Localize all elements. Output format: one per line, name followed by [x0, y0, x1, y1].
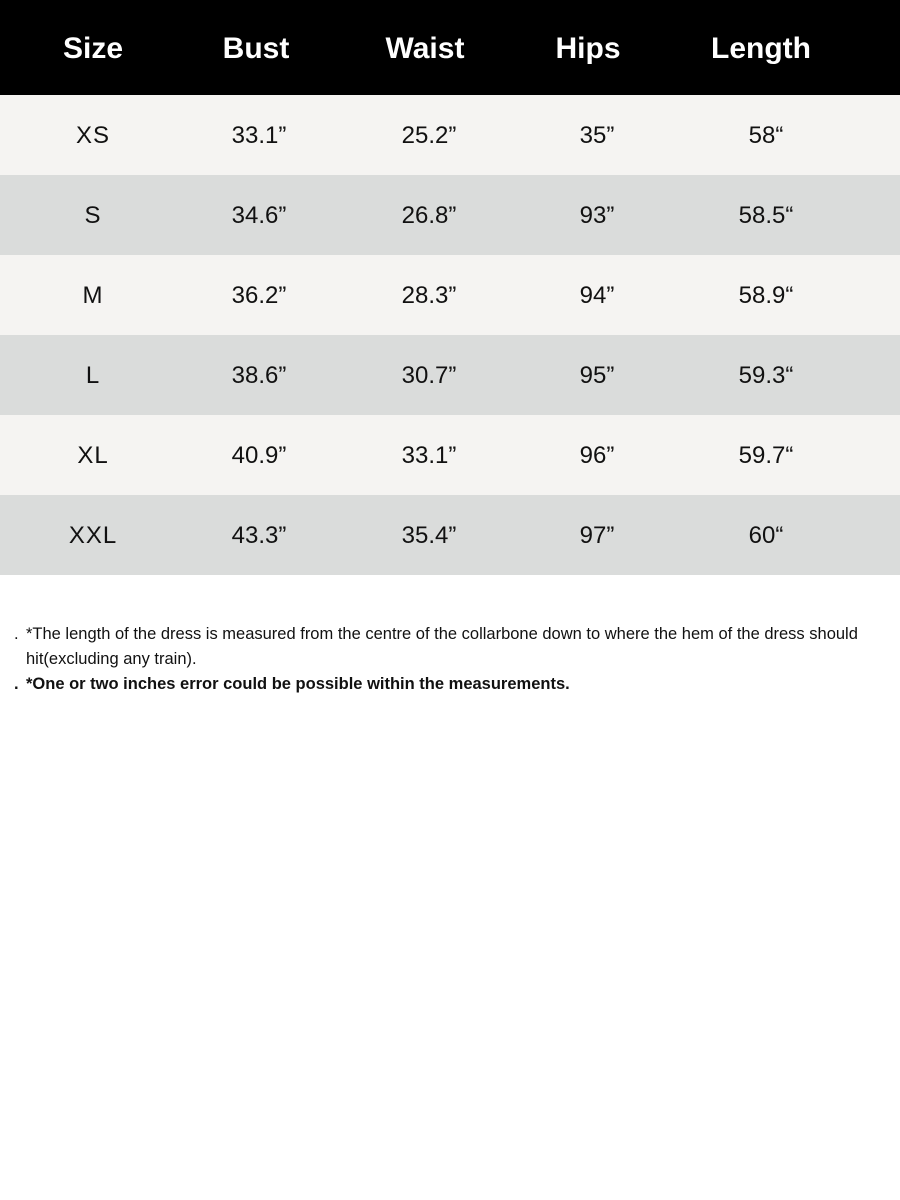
cell-size: L	[85, 362, 101, 389]
cell-size: XXL	[68, 522, 118, 549]
bullet-dot: .	[14, 675, 19, 693]
cell-hips: 35”	[579, 122, 615, 149]
cell-length: 58.5“	[738, 202, 794, 229]
cell-size: XS	[75, 122, 111, 149]
cell-waist: 25.2”	[401, 122, 457, 149]
cell-bust: 43.3”	[231, 522, 287, 549]
cell-size: M	[82, 282, 104, 309]
cell-size: XL	[77, 442, 109, 469]
table-row	[0, 415, 900, 495]
table-row	[0, 175, 900, 255]
cell-hips: 97”	[579, 522, 615, 549]
cell-bust: 40.9”	[231, 442, 287, 469]
cell-bust: 34.6”	[231, 202, 287, 229]
header-hips: Hips	[555, 32, 621, 65]
cell-hips: 94”	[579, 282, 615, 309]
length-note-text: *The length of the dress is measured from the centre of the collarbone down to where the hem of the dress should hit(excluding any train).	[26, 625, 858, 668]
bullet-dot: .	[14, 625, 19, 643]
length-note	[14, 622, 884, 672]
cell-length: 60“	[748, 522, 784, 549]
header-waist: Waist	[385, 32, 465, 65]
cell-length: 58“	[748, 122, 784, 149]
cell-length: 59.7“	[738, 442, 794, 469]
header-length: Length	[711, 32, 811, 65]
table-row	[0, 335, 900, 415]
table-row	[0, 495, 900, 575]
error-note-text: *One or two inches error could be possible within the measurements.	[26, 675, 570, 693]
measurement-notes	[14, 622, 884, 697]
cell-bust: 33.1”	[231, 122, 287, 149]
table-row	[0, 95, 900, 175]
cell-bust: 38.6”	[231, 362, 287, 389]
cell-waist: 26.8”	[401, 202, 457, 229]
cell-waist: 30.7”	[401, 362, 457, 389]
cell-waist: 28.3”	[401, 282, 457, 309]
table-header-row	[0, 0, 900, 95]
cell-hips: 95”	[579, 362, 615, 389]
cell-hips: 96”	[579, 442, 615, 469]
cell-waist: 35.4”	[401, 522, 457, 549]
error-note	[14, 672, 884, 697]
cell-hips: 93”	[579, 202, 615, 229]
cell-size: S	[84, 202, 102, 229]
cell-bust: 36.2”	[231, 282, 287, 309]
size-chart-table	[0, 0, 900, 575]
header-bust: Bust	[222, 32, 290, 65]
cell-length: 58.9“	[738, 282, 794, 309]
table-row	[0, 255, 900, 335]
cell-length: 59.3“	[738, 362, 794, 389]
cell-waist: 33.1”	[401, 442, 457, 469]
header-size: Size	[62, 32, 124, 65]
